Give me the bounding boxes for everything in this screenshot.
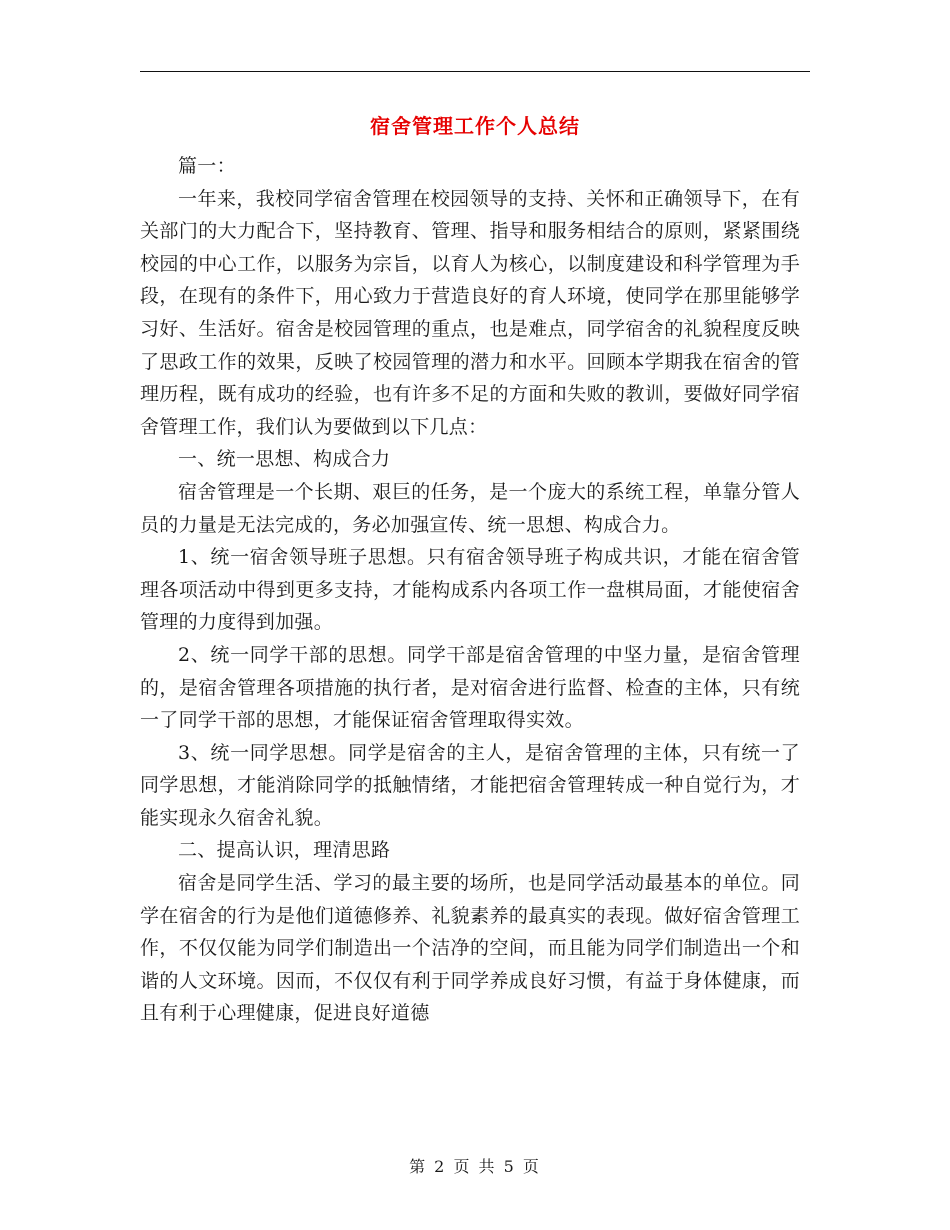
paragraph-heading-part-one: 篇一：: [178, 155, 236, 177]
paragraph-point-2: 2、统一同学干部的思想。同学干部是宿舍管理的中坚力量，是宿舍管理的，是宿舍管理各项措施的执行者，是对宿舍进行监督、检查的主体，只有统一了同学干部的思想，才能保证宿舍管理取得实效。: [140, 643, 800, 732]
section-heading-1: 一、统一思想、构成合力: [178, 448, 391, 471]
document-title: 宿舍管理工作个人总结: [370, 114, 580, 138]
paragraph-section-2: 宿舍是同学生活、学习的最主要的场所，也是同学活动最基本的单位。同学在宿舍的行为是他们道德修养、礼貌素养的最真实的表现。做好宿舍管理工作，不仅仅能为同学们制造出一个洁净的空间，而且能为同学们制造出一个和谐的人文环境。因而，不仅仅有利于同学养成良好习惯，有益于身体健康，而且有利于心理健康，促进良好道德: [140, 872, 800, 1025]
paragraph-point-1: 1、统一宿舍领导班子思想。只有宿舍领导班子构成共识，才能在宿舍管理各项活动中得到更多支持，才能构成系内各项工作一盘棋局面，才能使宿舍管理的力度得到加强。: [140, 546, 800, 634]
section-heading-2: 二、提高认识，理清思路: [178, 839, 391, 862]
paragraph-section-1: 宿舍管理是一个长期、艰巨的任务，是一个庞大的系统工程，单靠分管人员的力量是无法完成的，务必加强宣传、统一思想、构成合力。: [140, 480, 800, 536]
paragraph-intro: 一年来，我校同学宿舍管理在校园领导的支持、关怀和正确领导下，在有关部门的大力配合下，坚持教育、管理、指导和服务相结合的原则，紧紧围绕校园的中心工作，以服务为宗旨，以育人为核心，以制度建设和科学管理为手段，在现有的条件下，用心致力于营造良好的育人环境，使同学在那里能够学习好、生活好。宿舍是校园管理的重点，也是难点，同学宿舍的礼貌程度反映了思政工作的效果，反映了校园管理的潜力和水平。回顾本学期我在宿舍的管理历程，既有成功的经验，也有许多不足的方面和失败的教训，要做好同学宿舍管理工作，我们认为要做到以下几点：: [140, 187, 800, 438]
document-body: [140, 150, 800, 1030]
header-rule: [140, 71, 810, 72]
paragraph-point-3: 3、统一同学思想。同学是宿舍的主人，是宿舍管理的主体，只有统一了同学思想，才能消除同学的抵触情绪，才能把宿舍管理转成一种自觉行为，才能实现永久宿舍礼貌。: [140, 741, 800, 829]
page-number-footer: 第 2 页 共 5 页: [409, 1157, 541, 1176]
